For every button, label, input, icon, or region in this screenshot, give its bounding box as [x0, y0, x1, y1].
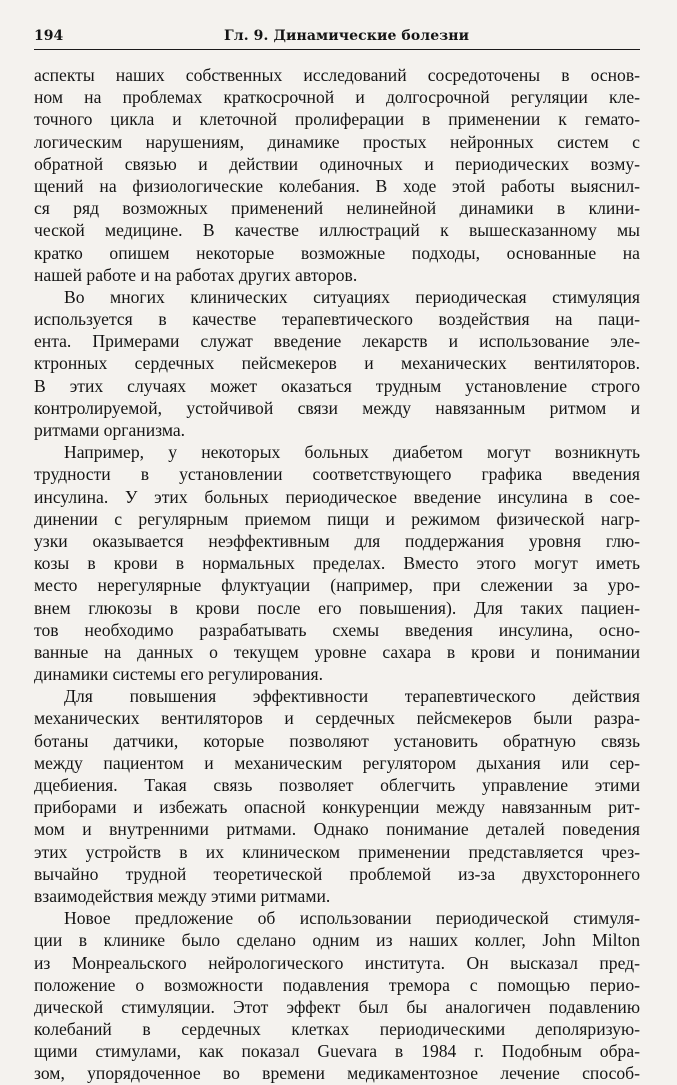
text-line: ботаны датчики, которые позволяют установить обратную связь [34, 730, 640, 751]
text-line: логическим нарушениям, динамике простых нейронных систем с [34, 131, 640, 152]
text-line: дической стимуляции. Этот эффект был бы аналогичен подавлению [34, 996, 640, 1017]
text-line: точного цикла и клеточной пролиферации в применении к гемато- [34, 109, 640, 130]
paragraph [34, 685, 640, 907]
paragraph [34, 286, 640, 441]
text-line: трудности в установлении соответствующего графика введения [34, 464, 640, 485]
text-line: дцебиения. Такая связь позволяет облегчить управление этими [34, 775, 640, 795]
text-line: ванные на данных о текущем уровне сахара в крови и понимании [34, 641, 640, 662]
text-line: ктронных сердечных пейсмекеров и механических вентиляторов. [34, 353, 640, 374]
text-line: внем глюкозы в крови после его повышения). Для таких пациен- [34, 597, 640, 618]
text-line: ритмами организма. [34, 420, 186, 440]
text-line: динении с регулярным приемом пищи и режимом физической нагр- [34, 508, 640, 529]
text-line: мом и внутренними ритмами. Однако понимание деталей поведения [34, 819, 640, 840]
text-line: между пациентом и механическим регулятором дыхания или сер- [34, 752, 640, 773]
body-text [34, 64, 640, 1085]
text-line: В этих случаях может оказаться трудным установление строго [34, 375, 640, 396]
text-line: тов необходимо разрабатывать схемы введения инсулина, осно- [34, 619, 640, 640]
text-line: щими стимулами, как показал Guevara в 1984 г. Подобным обра- [34, 1041, 640, 1062]
running-title: Гл. 9. Динамические болезни [224, 28, 470, 44]
text-line: узки оказывается неэффективным для поддержания уровня глю- [34, 530, 640, 551]
text-line: вычайно трудной теоретической проблемой из-за двухстороннего [34, 863, 640, 884]
text-line: механических вентиляторов и сердечных пейсмекеров были разра- [34, 708, 640, 729]
text-line: щений на физиологические колебания. В ходе этой работы выяснил- [34, 175, 640, 196]
text-line: контролируемой, устойчивой связи между навязанным ритмом и [34, 397, 640, 418]
text-line: из Монреальского нейрологического института. Он высказал пред- [34, 952, 640, 973]
text-line: нашей работе и на работах других авторов. [34, 264, 358, 285]
text-line: Для повышения эффективности терапевтического действия [64, 686, 640, 707]
paragraph [34, 64, 640, 286]
text-line: Во многих клинических ситуациях периодическая стимуляция [64, 286, 640, 307]
text-line: Например, у некоторых больных диабетом могут возникнуть [64, 442, 640, 463]
page-number: 194 [34, 28, 64, 44]
text-line: ента. Примерами служат введение лекарств и использование эле- [34, 331, 640, 352]
text-line: ческой медицине. В качестве иллюстраций к вышесказанному мы [34, 220, 640, 241]
text-line: положение о возможности подавления тремора с помощью перио- [34, 974, 640, 995]
text-line: ции в клинике было сделано одним из наших коллег, John Milton [34, 930, 640, 951]
text-line: ся ряд возможных применений нелинейной динамики в клини- [34, 198, 640, 219]
text-line: используется в качестве терапевтического воздействия на паци- [34, 309, 640, 330]
text-line: обратной связью и действии одиночных и периодических возму- [34, 153, 640, 174]
text-line: Новое предложение об использовании периодической стимуля- [64, 908, 640, 929]
text-line: аспекты наших собственных исследований сосредоточены в основ- [34, 65, 640, 85]
text-line: козы в крови в нормальных пределах. Вместо этого могут иметь [34, 553, 640, 574]
header-rule [34, 49, 640, 50]
text-line: колебаний в сердечных клетках периодическими деполяризую- [34, 1019, 640, 1040]
text-line: взаимодействия между этими ритмами. [34, 885, 331, 906]
text-line: место нерегулярные флуктуации (например, при слежении за уро- [34, 575, 640, 596]
text-line: этих устройств в их клиническом применении представляется чрез- [34, 841, 640, 862]
text-line: кратко опишем некоторые возможные подходы, основанные на [34, 242, 640, 263]
paragraph [34, 907, 640, 1085]
page-header [34, 28, 640, 50]
paragraph [34, 441, 640, 685]
text-line: ном на проблемах краткосрочной и долгосрочной регуляции кле- [34, 87, 640, 108]
text-line: динамики системы его регулирования. [34, 664, 324, 685]
text-line: инсулина. У этих больных периодическое введение инсулина в сое- [34, 486, 640, 507]
text-line: приборами и избежать опасной конкуренции между навязанным рит- [34, 797, 640, 818]
text-line: зом, упорядоченное во времени медикаментозное лечение способ- [34, 1063, 640, 1084]
